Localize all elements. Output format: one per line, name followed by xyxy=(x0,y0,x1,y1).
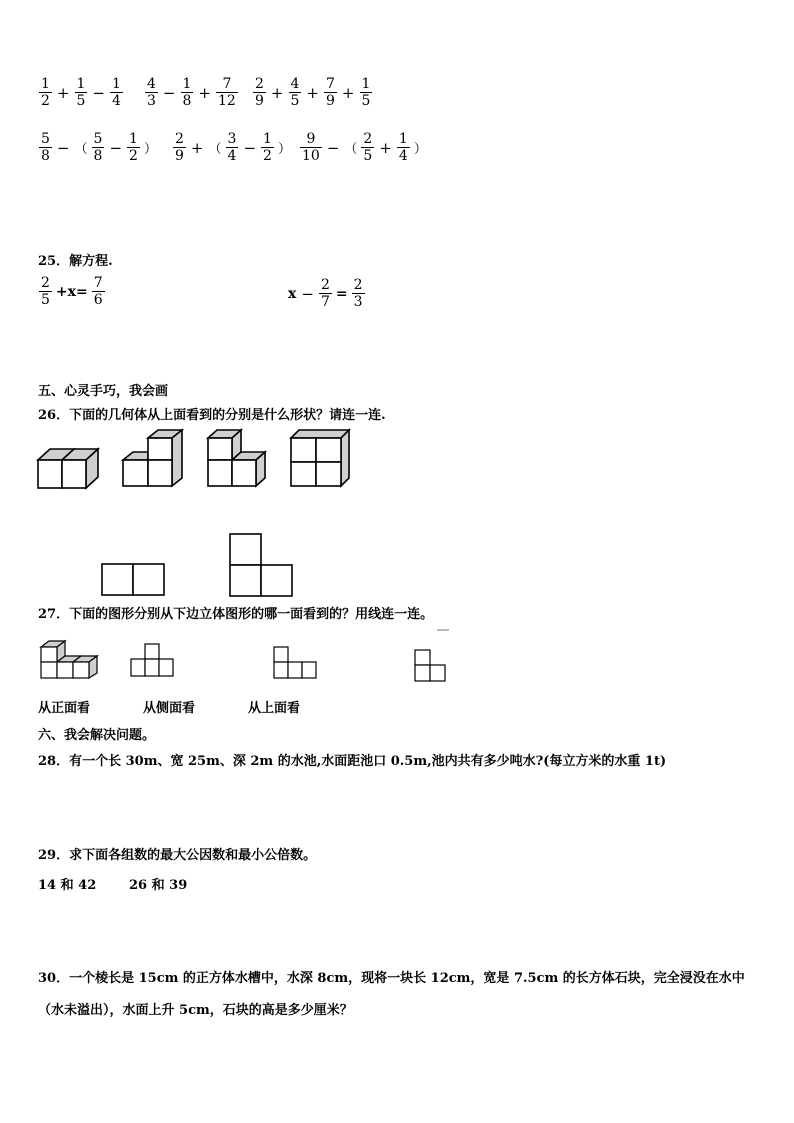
q26-solid-4 xyxy=(289,428,353,492)
fraction: $\frac{5}{8}$ xyxy=(93,131,103,164)
q29-group-2: 26 和 39 xyxy=(129,878,188,893)
q27-label-front: 从正面看 xyxy=(38,701,91,716)
fraction: $\frac{2}{3}$ xyxy=(353,277,363,310)
calc-expression-5: $\frac{2}{9}$ + （ $\frac{3}{4}$ − $\frac{1}{2}$ ） xyxy=(175,131,291,164)
fraction: $\frac{2}{9}$ xyxy=(255,76,264,109)
q27-prompt: 27．下面的图形分别从下边立体图形的哪一面看到的？用线连一连。 xyxy=(38,607,434,622)
fraction: $\frac{1}{2}$ xyxy=(263,131,272,164)
fraction: $\frac{2}{7}$ xyxy=(320,277,330,310)
fraction: $\frac{1}{5}$ xyxy=(76,76,86,109)
q25-title: 25．解方程. xyxy=(38,254,113,269)
q26-top-view-l-shape xyxy=(228,532,296,598)
q27-label-top: 从上面看 xyxy=(248,701,301,716)
calc-expression-1: $\frac{1}{2}$ + $\frac{1}{5}$ − $\frac{1}{4}$ xyxy=(41,76,121,109)
stray-mark xyxy=(437,628,451,632)
fraction: $\frac{1}{2}$ xyxy=(129,131,138,164)
calc-expression-2: $\frac{4}{3}$ − $\frac{1}{8}$ + $\frac{7}{12}$ xyxy=(147,76,236,109)
section-5-heading: 五、心灵手巧，我会画 xyxy=(38,384,169,399)
q25-equation-2: x − $\frac{2}{7}$ = $\frac{2}{3}$ xyxy=(288,277,363,310)
q27-view-1 xyxy=(129,642,181,680)
q27-solid xyxy=(37,638,101,682)
fraction: $\frac{1}{4}$ xyxy=(398,131,408,164)
fraction: $\frac{1}{4}$ xyxy=(112,76,121,109)
calc-expression-4: $\frac{5}{8}$ − （ $\frac{5}{8}$ − $\frac{1}{2}$ ） xyxy=(41,131,157,164)
fraction: $\frac{2}{5}$ xyxy=(363,131,373,164)
q26-top-view-two-squares xyxy=(100,562,166,598)
q29-group-1: 14 和 42 xyxy=(38,878,97,893)
q27-view-3 xyxy=(413,648,449,684)
fraction: $\frac{2}{9}$ xyxy=(175,131,184,164)
q26-solid-2 xyxy=(120,428,184,492)
q27-view-2 xyxy=(272,645,322,681)
fraction: $\frac{1}{2}$ xyxy=(41,76,50,109)
fraction: $\frac{5}{8}$ xyxy=(41,131,50,164)
section-6-heading: 六、我会解决问题。 xyxy=(38,728,156,743)
fraction: $\frac{7}{9}$ xyxy=(326,76,335,109)
q27-label-side: 从侧面看 xyxy=(143,701,196,716)
fraction: $\frac{2}{5}$ xyxy=(41,275,50,308)
q26-prompt: 26．下面的几何体从上面看到的分别是什么形状？请连一连. xyxy=(38,408,386,423)
calc-expression-6: $\frac{9}{10}$ − （ $\frac{2}{5}$ + $\frac{1}{4}$ ） xyxy=(302,131,427,164)
fraction: $\frac{1}{5}$ xyxy=(361,76,371,109)
q26-solid-1 xyxy=(36,445,102,491)
q28-prompt: 28．有一个长 30m、宽 25m、深 2m 的水池,水面距池口 0.5m,池内共有多少吨水?(每立方米的水重 1t) xyxy=(38,754,667,769)
fraction: $\frac{9}{10}$ xyxy=(302,131,320,164)
fraction: $\frac{1}{8}$ xyxy=(182,76,192,109)
q29-prompt: 29．求下面各组数的最大公因数和最小公倍数。 xyxy=(38,848,317,863)
q26-solid-3 xyxy=(205,428,269,492)
fraction: $\frac{4}{5}$ xyxy=(290,76,300,109)
q25-equation-1: $\frac{2}{5}$ +x= $\frac{7}{6}$ xyxy=(41,275,103,308)
calc-expression-3: $\frac{2}{9}$ + $\frac{4}{5}$ + $\frac{7}{9}$ + $\frac{1}{5}$ xyxy=(255,76,371,109)
fraction: $\frac{3}{4}$ xyxy=(227,131,237,164)
fraction: $\frac{4}{3}$ xyxy=(147,76,156,109)
q30-prompt-line-1: 30．一个棱长是 15cm 的正方体水槽中，水深 8cm，现将一块长 12cm，宽是 7.5cm 的长方体石块，完全浸没在水中 xyxy=(38,971,745,986)
q30-prompt-line-2: （水未溢出），水面上升 5cm，石块的高是多少厘米？ xyxy=(38,1003,353,1018)
fraction: $\frac{7}{12}$ xyxy=(218,76,236,109)
fraction: $\frac{7}{6}$ xyxy=(93,275,103,308)
